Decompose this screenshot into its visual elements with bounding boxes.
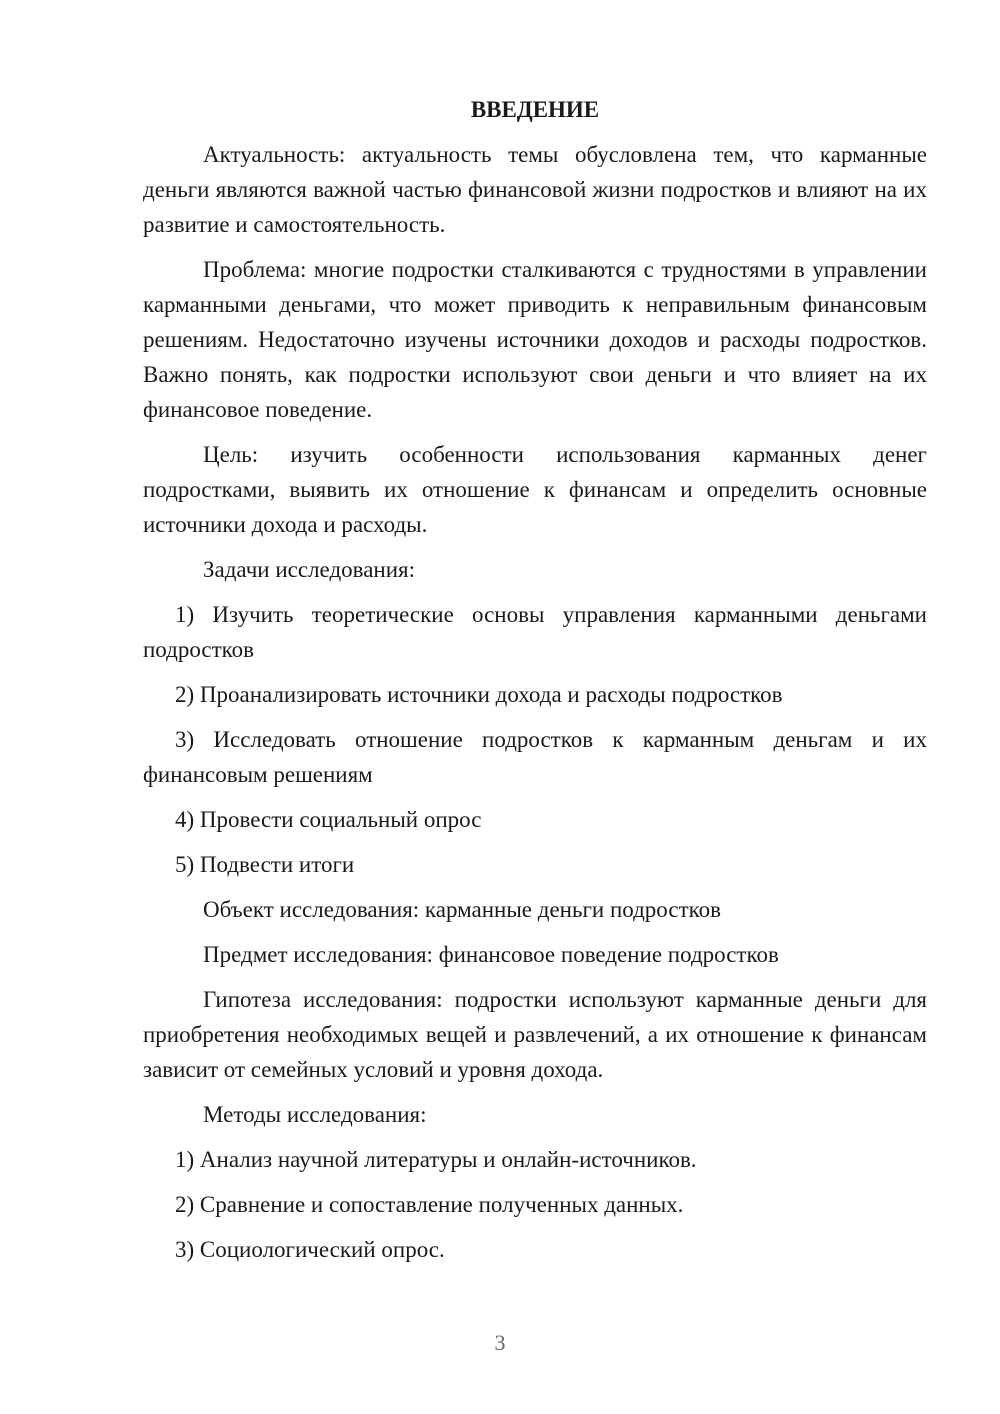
- document-body: [143, 92, 927, 1277]
- list-item-method-1: 1) Анализ научной литературы и онлайн-источников.: [175, 1147, 697, 1172]
- list-item-task-1: 1) Изучить теоретические основы управления карманными деньгами подростков: [143, 602, 927, 662]
- section-title: ВВЕДЕНИЕ: [470, 97, 600, 122]
- list-item-task-3: 3) Исследовать отношение подростков к карманным деньгам и их финансовым решениям: [143, 727, 927, 787]
- paragraph-problem: Проблема: многие подростки сталкиваются с трудностями в управлении карманными деньгами, что может приводить к неправильным финансовым решениям. Недостаточно изучены источники доходов и расходы подростков. Важно понять, как подростки используют свои деньги и что влияет на их финансовое поведение.: [143, 257, 927, 422]
- list-item-task-4: 4) Провести социальный опрос: [175, 807, 482, 832]
- methods-heading: Методы исследования:: [203, 1102, 427, 1127]
- list-item-method-3: 3) Социологический опрос.: [175, 1237, 445, 1262]
- tasks-heading: Задачи исследования:: [203, 557, 416, 582]
- paragraph-object: Объект исследования: карманные деньги подростков: [203, 897, 721, 922]
- paragraph-relevance: Актуальность: актуальность темы обусловлена тем, что карманные деньги являются важной частью финансовой жизни подростков и влияют на их развитие и самостоятельность.: [143, 142, 927, 237]
- list-item-task-2: 2) Проанализировать источники дохода и расходы подростков: [175, 682, 783, 707]
- paragraph-goal: Цель: изучить особенности использования карманных денег подростками, выявить их отношение к финансам и определить основные источники дохода и расходы.: [143, 442, 927, 537]
- list-item-task-5: 5) Подвести итоги: [175, 852, 355, 877]
- paragraph-subject: Предмет исследования: финансовое поведение подростков: [203, 942, 779, 967]
- list-item-method-2: 2) Сравнение и сопоставление полученных данных.: [175, 1192, 684, 1217]
- page-number: 3: [494, 1330, 506, 1355]
- paragraph-hypothesis: Гипотеза исследования: подростки используют карманные деньги для приобретения необходимых вещей и развлечений, а их отношение к финансам зависит от семейных условий и уровня дохода.: [143, 987, 927, 1082]
